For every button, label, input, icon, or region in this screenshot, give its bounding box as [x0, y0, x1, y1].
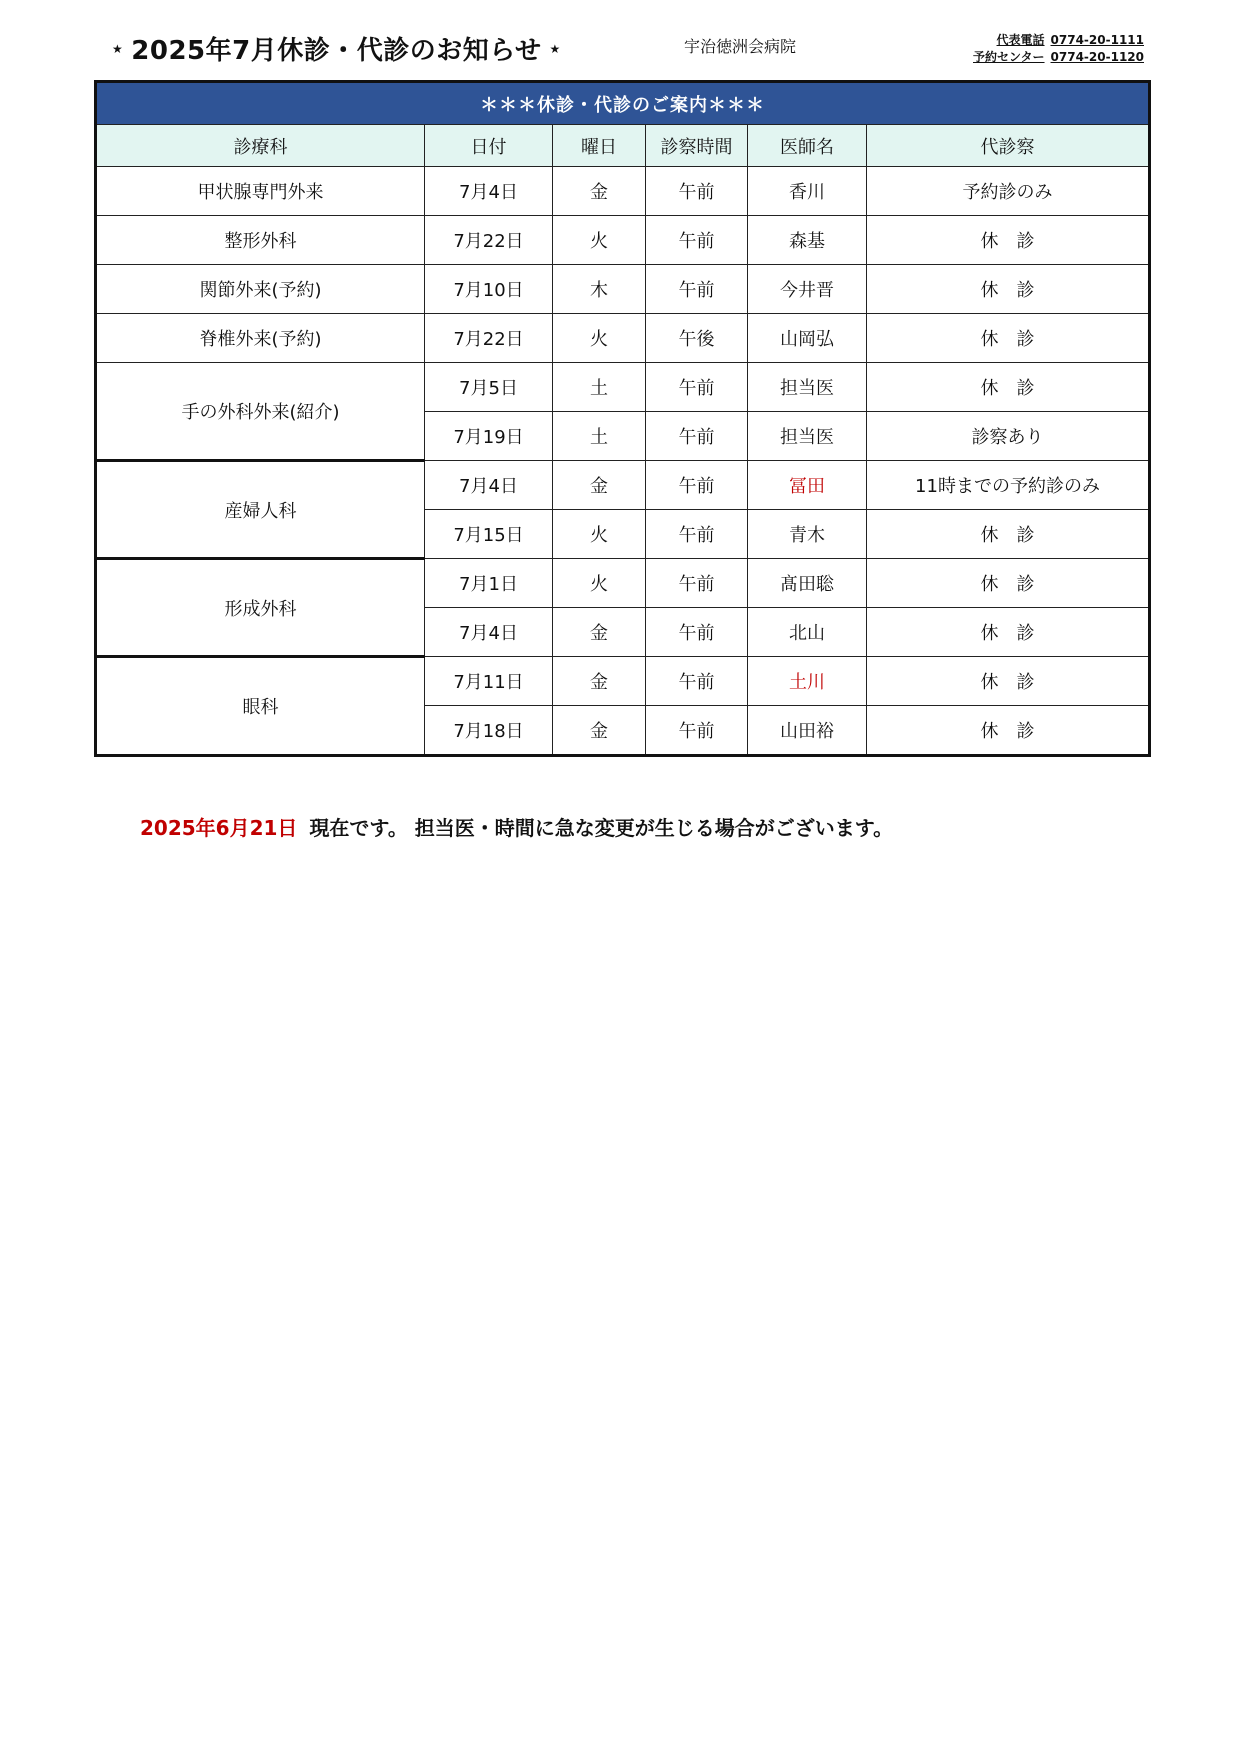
doctor-cell: 冨田	[748, 461, 867, 510]
table-row	[96, 216, 1150, 265]
time-cell: 午前	[646, 559, 748, 608]
time-cell: 午前	[646, 216, 748, 265]
date-cell: 7月22日	[425, 314, 553, 363]
date-cell: 7月19日	[425, 412, 553, 461]
day-cell: 土	[553, 363, 646, 412]
substitute-cell: 休 診	[867, 559, 1150, 608]
day-cell: 金	[553, 706, 646, 756]
time-cell: 午前	[646, 510, 748, 559]
doctor-cell: 担当医	[748, 363, 867, 412]
substitute-cell: 休 診	[867, 363, 1150, 412]
main-phone	[973, 32, 1144, 49]
dept-cell: 関節外来(予約)	[96, 265, 425, 314]
update-date: 2025年6月21日	[140, 816, 298, 840]
doctor-cell: 担当医	[748, 412, 867, 461]
substitute-cell: 休 診	[867, 510, 1150, 559]
day-cell: 金	[553, 461, 646, 510]
doctor-cell: 山田裕	[748, 706, 867, 756]
substitute-cell: 休 診	[867, 657, 1150, 706]
star-icon: ★	[112, 41, 124, 56]
substitute-cell: 休 診	[867, 314, 1150, 363]
doctor-cell: 山岡弘	[748, 314, 867, 363]
day-cell: 火	[553, 216, 646, 265]
date-cell: 7月22日	[425, 216, 553, 265]
day-cell: 金	[553, 608, 646, 657]
day-cell: 火	[553, 314, 646, 363]
page-title	[104, 30, 569, 67]
date-cell: 7月11日	[425, 657, 553, 706]
table-row	[96, 657, 1150, 706]
date-cell: 7月4日	[425, 167, 553, 216]
table-row	[96, 265, 1150, 314]
date-cell: 7月1日	[425, 559, 553, 608]
day-cell: 火	[553, 510, 646, 559]
table-row	[96, 363, 1150, 412]
doctor-cell: 青木	[748, 510, 867, 559]
column-header: 曜日	[553, 125, 646, 167]
table-row	[96, 461, 1150, 510]
reservation-phone	[973, 49, 1144, 66]
dept-cell: 形成外科	[96, 559, 425, 657]
day-cell: 金	[553, 657, 646, 706]
dept-cell: 脊椎外来(予約)	[96, 314, 425, 363]
doctor-cell: 髙田聡	[748, 559, 867, 608]
doctor-cell: 森基	[748, 216, 867, 265]
date-cell: 7月4日	[425, 608, 553, 657]
main-phone-number: 0774-20-1111	[1050, 33, 1144, 47]
doctor-cell: 北山	[748, 608, 867, 657]
doctor-cell: 土川	[748, 657, 867, 706]
table-header-row	[96, 125, 1150, 167]
substitute-cell: 休 診	[867, 706, 1150, 756]
column-header: 医師名	[748, 125, 867, 167]
time-cell: 午前	[646, 706, 748, 756]
day-cell: 金	[553, 167, 646, 216]
time-cell: 午前	[646, 657, 748, 706]
date-cell: 7月15日	[425, 510, 553, 559]
time-cell: 午前	[646, 167, 748, 216]
phone-contacts	[973, 32, 1144, 66]
star-icon: ★	[549, 41, 561, 56]
date-cell: 7月18日	[425, 706, 553, 756]
day-cell: 木	[553, 265, 646, 314]
substitute-cell: 休 診	[867, 216, 1150, 265]
time-cell: 午前	[646, 608, 748, 657]
time-cell: 午前	[646, 265, 748, 314]
time-cell: 午前	[646, 363, 748, 412]
dept-cell: 産婦人科	[96, 461, 425, 559]
table-row	[96, 167, 1150, 216]
column-header: 診察時間	[646, 125, 748, 167]
column-header: 日付	[425, 125, 553, 167]
substitute-cell: 診察あり	[867, 412, 1150, 461]
doctor-cell: 今井晋	[748, 265, 867, 314]
dept-cell: 眼科	[96, 657, 425, 756]
table-row	[96, 314, 1150, 363]
dept-cell: 整形外科	[96, 216, 425, 265]
main-phone-label: 代表電話	[996, 33, 1045, 47]
schedule-table	[94, 80, 1151, 757]
column-header: 診療科	[96, 125, 425, 167]
doctor-cell: 香川	[748, 167, 867, 216]
title-text: 2025年7月休診・代診のお知らせ	[131, 36, 542, 66]
reservation-phone-number: 0774-20-1120	[1050, 50, 1144, 64]
date-cell: 7月5日	[425, 363, 553, 412]
substitute-cell: 休 診	[867, 608, 1150, 657]
update-note	[140, 812, 893, 841]
substitute-cell: 11時までの予約診のみ	[867, 461, 1150, 510]
dept-cell: 甲状腺専門外来	[96, 167, 425, 216]
table-banner: ＊＊＊休診・代診のご案内＊＊＊	[96, 82, 1150, 125]
day-cell: 火	[553, 559, 646, 608]
time-cell: 午後	[646, 314, 748, 363]
dept-cell: 手の外科外来(紹介)	[96, 363, 425, 461]
update-note-text: 現在です。 担当医・時間に急な変更が生じる場合がございます。	[309, 816, 894, 840]
substitute-cell: 休 診	[867, 265, 1150, 314]
reservation-phone-label: 予約センター	[973, 50, 1045, 64]
date-cell: 7月10日	[425, 265, 553, 314]
time-cell: 午前	[646, 461, 748, 510]
table-row	[96, 559, 1150, 608]
time-cell: 午前	[646, 412, 748, 461]
day-cell: 土	[553, 412, 646, 461]
date-cell: 7月4日	[425, 461, 553, 510]
column-header: 代診察	[867, 125, 1150, 167]
hospital-name: 宇治徳洲会病院	[684, 37, 797, 56]
substitute-cell: 予約診のみ	[867, 167, 1150, 216]
